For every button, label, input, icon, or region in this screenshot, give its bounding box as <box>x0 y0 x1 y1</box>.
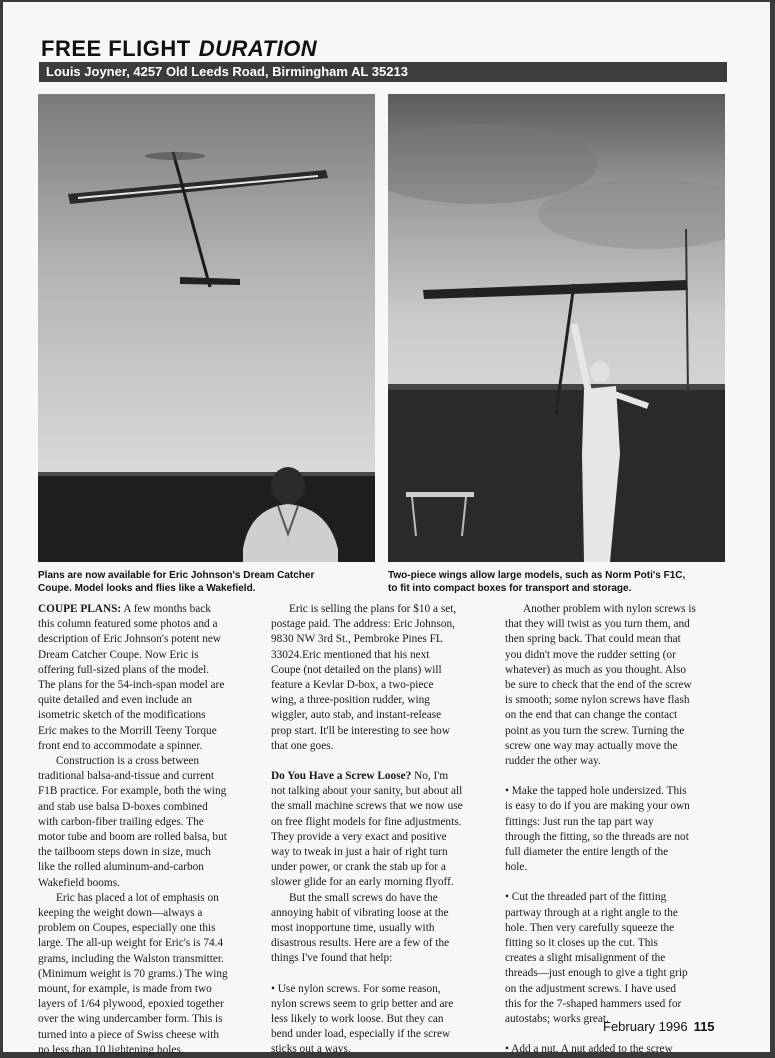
body-line: rudder the other way. <box>505 755 601 768</box>
body-line: that they will twist as you turn them, and <box>505 618 690 631</box>
body-line: no less than 10 lightening holes. <box>38 1043 184 1056</box>
body-line: less likely to work loose. But they can <box>271 1013 444 1026</box>
caption-line: to fit into compact boxes for transport and storage. <box>388 582 632 594</box>
body-line: F1B practice. For example, both the wing <box>38 785 227 798</box>
body-line: 33024.Eric mentioned that his next <box>271 648 430 661</box>
body-line: this column featured some photos and a <box>38 618 218 631</box>
body-line: way to tweak in just a hair of right turn <box>271 846 448 859</box>
body-line: prop start. It'll be interesting to see how <box>271 724 450 737</box>
magazine-page <box>3 2 770 1056</box>
article-column-1 <box>38 602 228 1058</box>
body-line: turned into a piece of Swiss cheese with <box>38 1028 220 1041</box>
body-line: But the small screws do have the <box>289 891 438 904</box>
body-line: point as you turn the screw. Turning the <box>505 724 685 737</box>
page-footer <box>603 1019 715 1034</box>
body-line: creates a slight misalignment of the <box>505 952 666 965</box>
body-line: full diameter the entire length of the <box>505 846 669 859</box>
body-line: under power, or crank the stab up for a <box>271 861 446 874</box>
author-byline-bar <box>39 62 727 82</box>
body-line: Another problem with nylon screws is <box>523 603 696 615</box>
body-line: Eric makes to the Morrill Teeny Torque <box>38 724 217 737</box>
body-line: you didn't move the rudder setting (or <box>505 648 676 661</box>
right-photo-caption <box>388 570 685 595</box>
topic-name: DURATION <box>198 36 318 61</box>
body-line: • Make the tapped hole undersized. This <box>505 785 687 798</box>
body-line: They provide a very exact and positive <box>271 830 447 843</box>
caption-line: Two-piece wings allow large models, such as Norm Poti's F1C, <box>388 570 686 581</box>
body-line: wing, a three-position rudder, wing <box>271 694 430 707</box>
body-line: threads—just enough to give a tight grip <box>505 967 688 980</box>
body-line: on the adjustment screws. I have used <box>505 982 676 995</box>
body-line: Wakefield booms. <box>38 876 120 889</box>
paragraph-gap <box>271 754 463 769</box>
body-line: • Add a nut. A nut added to the screw <box>505 1043 673 1056</box>
photo-coupe-in-flight <box>38 94 375 562</box>
body-line: Dream Catcher Coupe. Now Eric is <box>38 648 199 661</box>
body-line: over the wing undercamber form. This is <box>38 1013 223 1026</box>
column-title <box>41 36 317 62</box>
body-line: be sure to check that the end of the screw <box>505 679 692 692</box>
paragraph-gap <box>271 967 463 982</box>
body-line: is easy to do if you are making your own <box>505 800 690 813</box>
body-line: feature a Kevlar D-box, a two-piece <box>271 679 434 692</box>
body-line: mount, for example, is made from two <box>38 983 212 996</box>
body-line: Eric is selling the plans for $10 a set, <box>289 603 457 615</box>
body-line: offering full-sized plans of the model. <box>38 663 210 676</box>
body-line: with carbon-fiber trailing edges. The <box>38 815 204 828</box>
body-line <box>38 602 228 617</box>
body-line: fittings: Just run the tap part way <box>505 815 654 828</box>
body-line: fitting so it closes up the cut. This <box>505 937 658 950</box>
caption-line: Coupe. Model looks and flies like a Wakefield. <box>38 582 256 594</box>
body-line: hole. <box>505 861 528 874</box>
photo-f1c-launch <box>388 94 725 562</box>
body-line: then spring back. That could mean that <box>505 633 681 646</box>
body-line: large. The all-up weight for Eric's is 74.4 <box>38 937 224 950</box>
body-line: 9830 NW 3rd St., Pembroke Pines FL <box>271 633 443 646</box>
body-line: that one goes. <box>271 739 334 752</box>
body-line: the tailboom steps down in size, much <box>38 846 211 859</box>
body-line: quite detailed and even include an <box>38 694 193 707</box>
body-line: things I've found that help: <box>271 952 393 965</box>
caption-line: Plans are now available for Eric Johnson's Dream Catcher <box>38 570 315 581</box>
body-line: (Minimum weight is 70 grams.) The wing <box>38 967 228 980</box>
paragraph-gap <box>505 875 696 890</box>
body-line: like the rolled aluminum-and-carbon <box>38 861 204 874</box>
author-byline: Louis Joyner, 4257 Old Leeds Road, Birmingham AL 35213 <box>46 64 408 79</box>
body-line: traditional balsa-and-tissue and current <box>38 770 214 783</box>
section-lead: COUPE PLANS: <box>38 603 122 615</box>
body-line: Coupe (not detailed on the plans) will <box>271 663 442 676</box>
article-column-2 <box>271 602 463 1058</box>
body-line: postage paid. The address: Eric Johnson, <box>271 618 455 631</box>
body-line: not talking about your sanity, but about all <box>271 785 463 798</box>
body-line: the small machine screws that we now use <box>271 800 463 813</box>
body-line: most inopportune time, usually with <box>271 922 435 935</box>
body-text: A few months back <box>121 603 211 615</box>
body-line: wiggler, auto stab, and instant-release <box>271 709 442 722</box>
body-line: through the fitting, so the threads are not <box>505 830 689 843</box>
body-line: whatever) as much as you thought. Also <box>505 663 687 676</box>
body-line: autostabs; works great. <box>505 1013 609 1026</box>
paragraph-gap <box>505 769 696 784</box>
body-line: and stab use balsa D-boxes combined <box>38 800 208 813</box>
body-line: screw one way may actually move the <box>505 739 678 752</box>
body-line: isometric sketch of the modifications <box>38 709 206 722</box>
body-line: Eric has placed a lot of emphasis on <box>56 891 219 904</box>
body-line: is smooth; some nylon screws have flash <box>505 694 690 707</box>
body-line: • Cut the threaded part of the fitting <box>505 891 667 904</box>
body-line: hole. Then very carefully squeeze the <box>505 921 675 934</box>
body-line: on the end that can change the contact <box>505 709 678 722</box>
body-line: description of Eric Johnson's potent new <box>38 633 222 646</box>
body-line: on free flight models for fine adjustments. <box>271 815 462 828</box>
body-line: Construction is a cross between <box>56 755 200 768</box>
body-line: front end to accommodate a spinner. <box>38 739 203 752</box>
body-text: No, I'm <box>411 770 449 783</box>
body-line: partway through at a right angle to the <box>505 906 678 919</box>
body-line: motor tube and boom are rolled balsa, but <box>38 831 227 844</box>
body-line: The plans for the 54-inch-span model are <box>38 679 225 692</box>
page-number: 115 <box>693 1019 715 1034</box>
section-lead: Do You Have a Screw Loose? <box>271 770 412 783</box>
body-line: grams, including the Walston transmitter. <box>38 952 224 965</box>
body-line: keeping the weight down—always a <box>38 907 203 920</box>
body-line: sticks out a ways. <box>271 1043 351 1056</box>
section-name: FREE FLIGHT <box>41 36 191 61</box>
body-line: disastrous results. Here are a few of the <box>271 937 450 950</box>
body-line <box>271 769 463 784</box>
body-line: bend under load, especially if the screw <box>271 1028 451 1041</box>
body-line: nylon screws seem to grip better and are <box>271 997 454 1010</box>
article-column-3 <box>505 602 696 1057</box>
body-line: layers of 1/64 plywood, epoxied together <box>38 998 224 1011</box>
body-line: • Use nylon screws. For some reason, <box>271 982 441 995</box>
left-photo-caption <box>38 570 314 595</box>
issue-date: February 1996 <box>603 1019 688 1034</box>
body-line: problem on Coupes, especially one this <box>38 922 216 935</box>
body-line: this for the 7-shaped hammers used for <box>505 997 682 1010</box>
body-line: annoying habit of vibrating loose at the <box>271 906 449 919</box>
body-line: slower glide for an early morning flyoff. <box>271 876 454 889</box>
